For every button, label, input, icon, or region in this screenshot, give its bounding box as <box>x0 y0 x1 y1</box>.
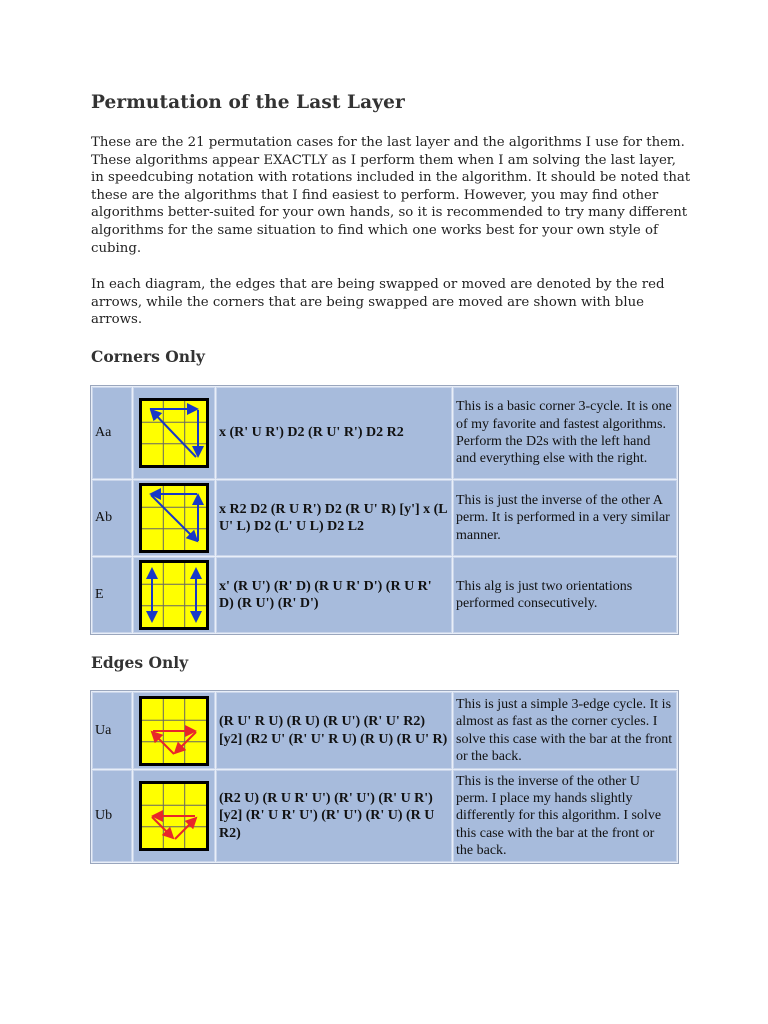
table-row <box>92 387 677 479</box>
edges-heading: Edges Only <box>91 653 189 672</box>
table-row <box>92 770 677 862</box>
algorithm-text: (R2 U) (R U R' U') (R' U') (R' U R') [y2] (R' U R' U') (R' U') (R' U) (R U R2) <box>216 770 452 862</box>
algorithm-text: x (R' U R') D2 (R U' R') D2 R2 <box>216 387 452 479</box>
case-description: This is the inverse of the other U perm. I place my hands slightly differently for this algorithm. I solve this case with the bar at the front or the back. <box>453 770 677 862</box>
table-row <box>92 692 677 769</box>
page-title: Permutation of the Last Layer <box>91 92 405 113</box>
legend-paragraph: In each diagram, the edges that are being swapped or moved are denoted by the red arrows, while the corners that are being swapped are moved are shown with blue arrows. <box>91 277 665 328</box>
case-name: Ab <box>92 480 132 556</box>
algorithm-text: x' (R U') (R' D) (R U R' D') (R U R' D) (R U') (R' D') <box>216 557 452 633</box>
corners-heading: Corners Only <box>91 347 205 366</box>
edge-3-cycle-diagram <box>139 696 209 766</box>
case-name: Aa <box>92 387 132 479</box>
case-name: Ua <box>92 692 132 769</box>
intro-paragraph: These are the 21 permutation cases for the last layer and the algorithms I use for them. These algorithms appear EXACTLY as I perform them when I am solving the last layer, in speedcubing notation with rotations included in the algorithm. It should be noted that these are the algorithms that I find easiest to perform. However, you may find other algorithms better-suited for your own hands, so it is recommended to try many different algorithms for the same situation to find which one works best for your own style of cubing. <box>91 135 691 256</box>
algorithm-text: x R2 D2 (R U R') D2 (R U' R) [y'] x (L U' L) D2 (L' U L) D2 L2 <box>216 480 452 556</box>
case-description: This is just the inverse of the other A perm. It is performed in a very similar manner. <box>453 480 677 556</box>
edges-table <box>90 690 679 864</box>
corner-double-swap-diagram <box>139 560 209 630</box>
algorithm-text: (R U' R U) (R U) (R U') (R' U' R2) [y2] (R2 U' (R' U' R U) (R U) (R U' R) <box>216 692 452 769</box>
case-description: This is a basic corner 3-cycle. It is one of my favorite and fastest algorithms. Perform the D2s with the left hand and everything else with the right. <box>453 387 677 479</box>
case-name: Ub <box>92 770 132 862</box>
corner-3-cycle-inverse-diagram <box>139 483 209 553</box>
corner-3-cycle-diagram <box>139 398 209 468</box>
case-name: E <box>92 557 132 633</box>
table-row <box>92 480 677 556</box>
edge-3-cycle-inverse-diagram <box>139 781 209 851</box>
table-row <box>92 557 677 633</box>
case-description: This alg is just two orientations performed consecutively. <box>453 557 677 633</box>
corners-table <box>90 385 679 635</box>
case-description: This is just a simple 3-edge cycle. It is almost as fast as the corner cycles. I solve this case with the bar at the front or the back. <box>453 692 677 769</box>
